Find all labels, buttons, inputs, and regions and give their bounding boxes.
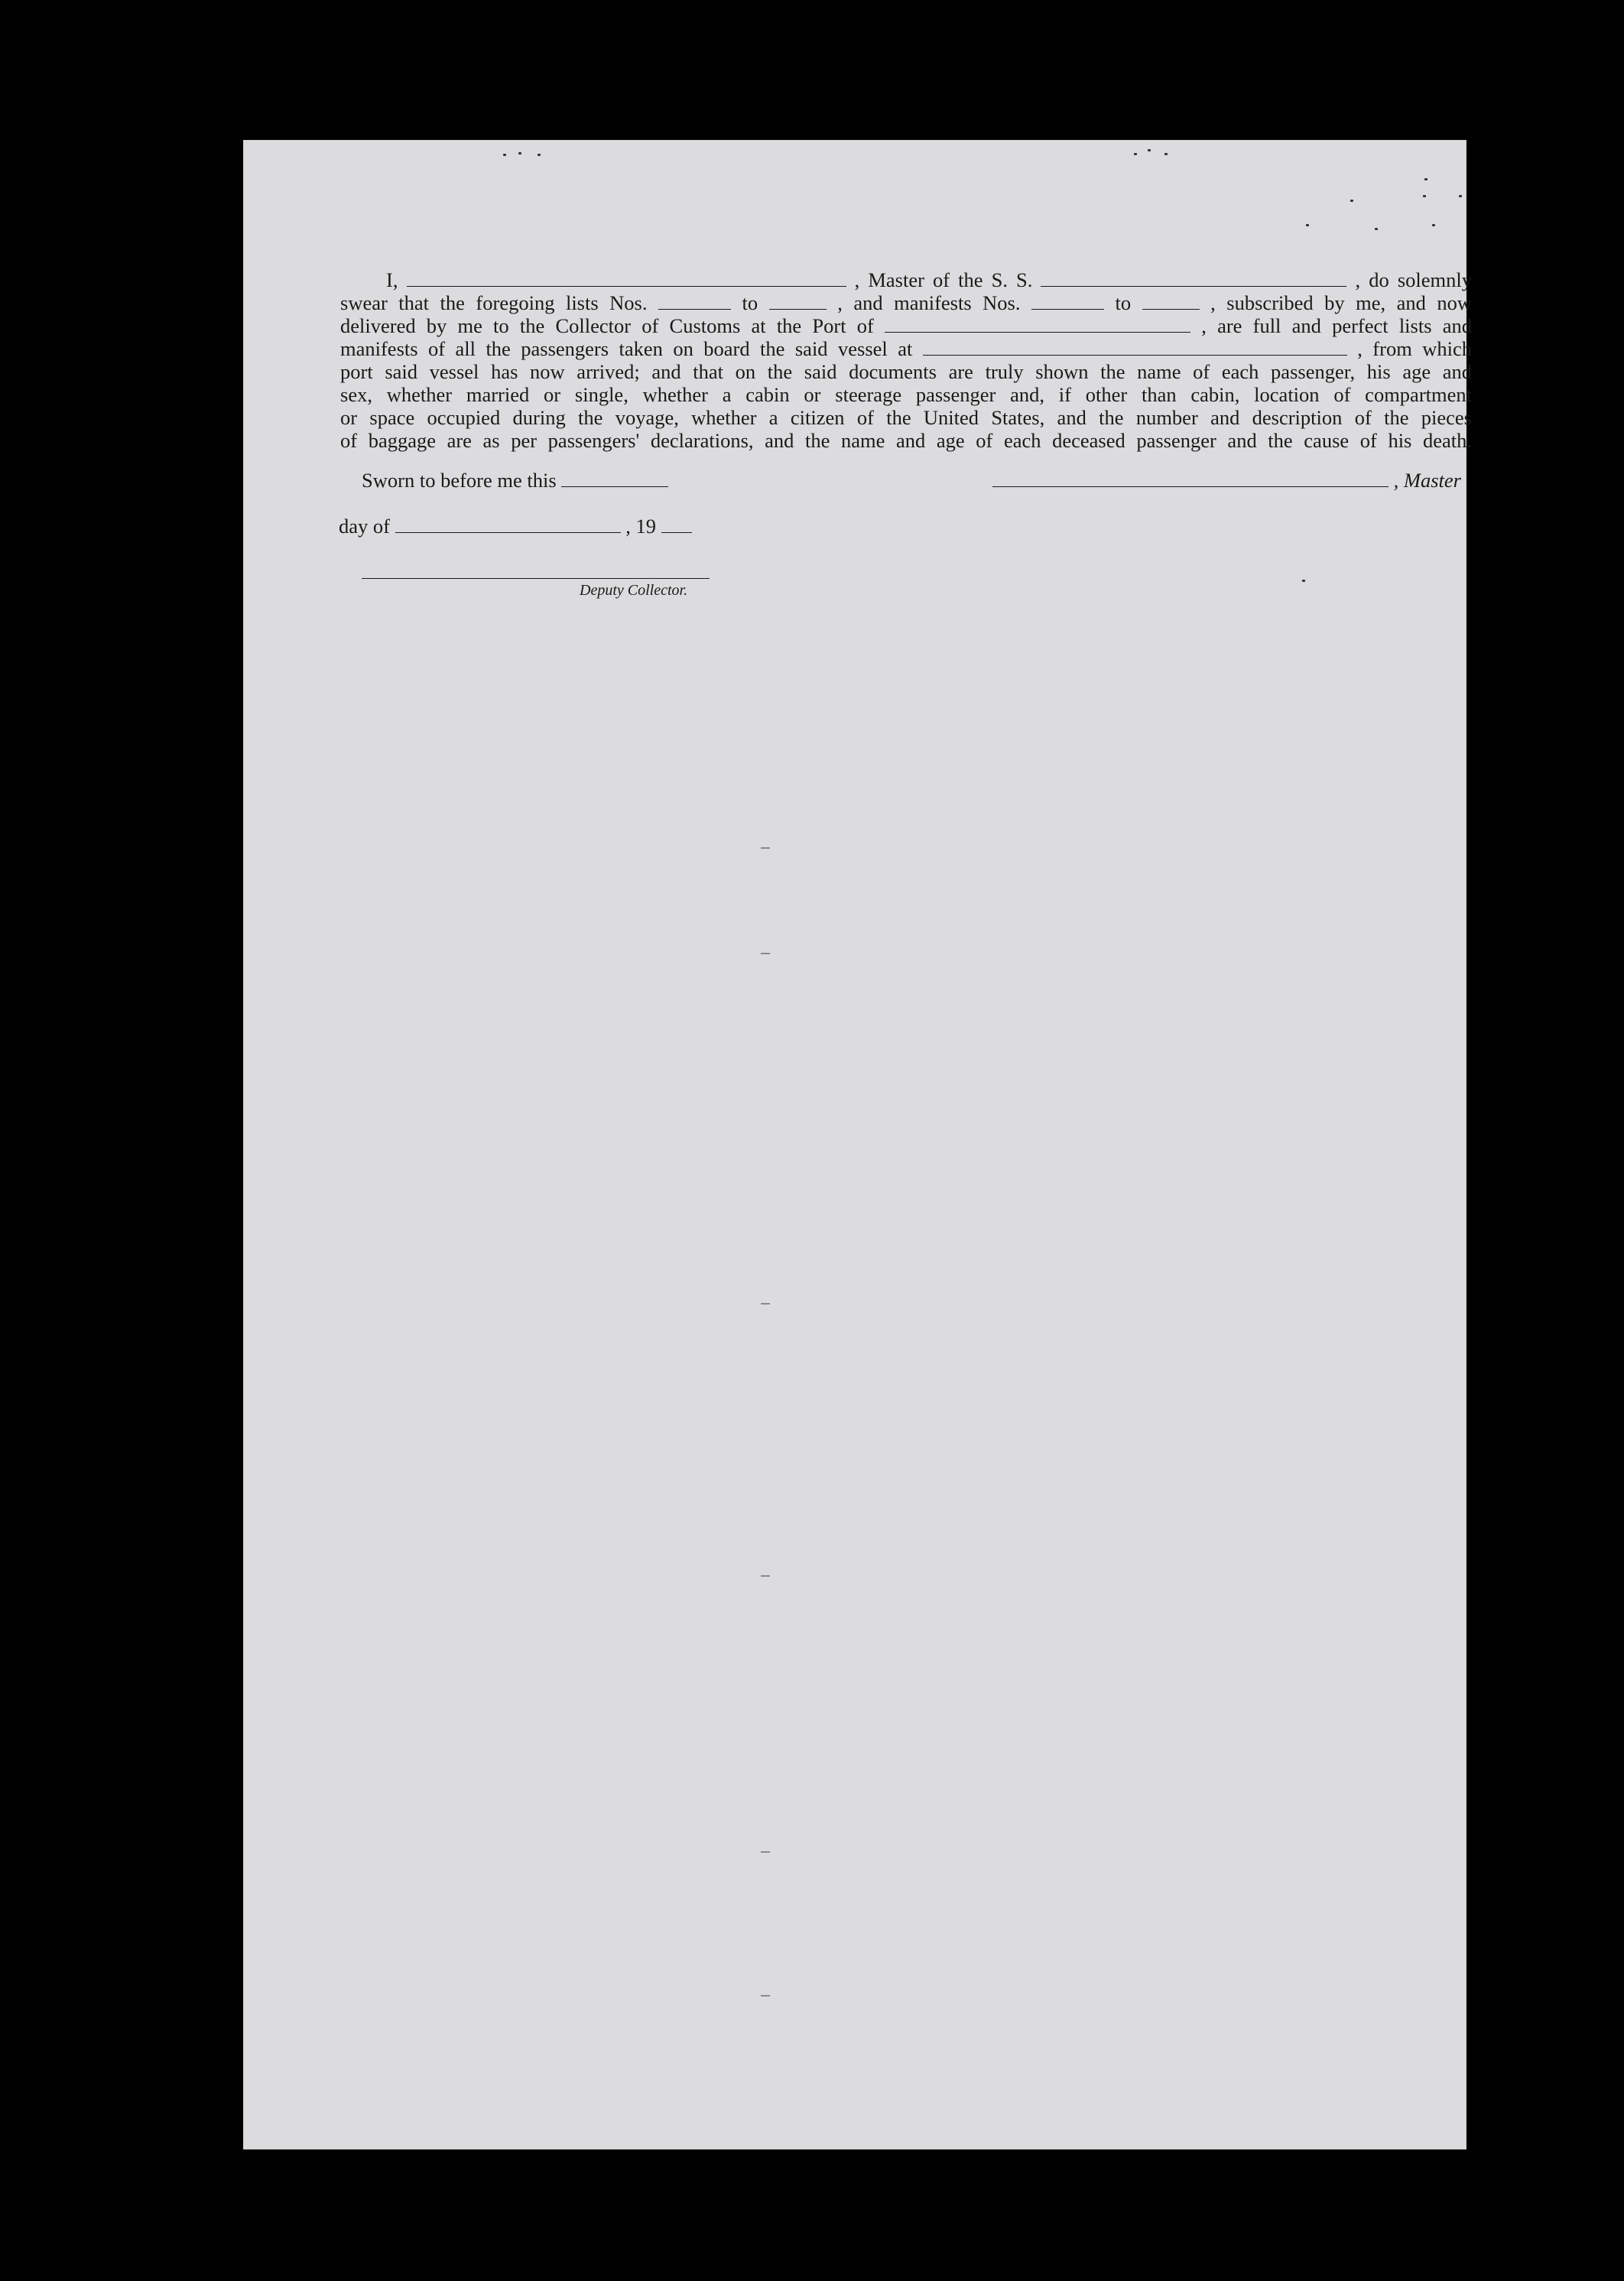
day-of-label: day of bbox=[339, 515, 390, 538]
master-name-blank bbox=[407, 272, 846, 287]
document-page bbox=[243, 140, 1473, 2149]
year-label: , 19 bbox=[625, 515, 656, 538]
punch-hole bbox=[1522, 329, 1558, 366]
deputy-collector-label: Deputy Collector. bbox=[580, 582, 688, 599]
fold-mark bbox=[761, 1995, 770, 1997]
master-label: , Master bbox=[1393, 469, 1461, 492]
speck bbox=[1302, 580, 1305, 582]
oath-text: to bbox=[742, 291, 758, 314]
port-blank bbox=[885, 318, 1190, 333]
departure-port-blank bbox=[923, 341, 1347, 356]
year-blank bbox=[661, 518, 692, 533]
deputy-collector-signature-line bbox=[362, 578, 710, 579]
manifests-from-blank bbox=[1031, 295, 1104, 310]
punch-hole bbox=[1525, 1120, 1562, 1157]
fold-mark bbox=[761, 1303, 770, 1305]
oath-text: , do solemnly bbox=[1355, 268, 1472, 291]
speck bbox=[1375, 228, 1378, 230]
sworn-row bbox=[362, 469, 668, 492]
oath-text: manifests of all the passengers taken on board the said vessel at bbox=[340, 337, 913, 360]
speck bbox=[1432, 224, 1435, 226]
fold-mark bbox=[761, 1575, 770, 1577]
fold-mark bbox=[761, 953, 770, 954]
oath-line-8: of baggage are as per passengers' declarations, and the name and age of each deceased passenger and the cause of his death. bbox=[340, 429, 1472, 452]
speck bbox=[1306, 224, 1309, 226]
oath-text: , from which bbox=[1357, 337, 1473, 360]
sworn-date-blank bbox=[561, 473, 668, 487]
speck bbox=[538, 154, 541, 156]
speck bbox=[1148, 149, 1151, 151]
master-signature-blank bbox=[992, 473, 1389, 487]
oath-line-3 bbox=[340, 314, 1472, 337]
sworn-label: Sworn to before me this bbox=[362, 469, 557, 492]
oath-text: delivered by me to the Collector of Customs at the Port of bbox=[340, 314, 874, 337]
speck bbox=[1350, 200, 1353, 202]
speck bbox=[1134, 153, 1137, 155]
fold-mark bbox=[761, 847, 770, 849]
speck bbox=[1459, 195, 1462, 197]
speck bbox=[1423, 195, 1426, 197]
oath-line-1 bbox=[340, 268, 1472, 291]
oath-paragraph bbox=[340, 268, 1472, 452]
oath-line-2 bbox=[340, 291, 1472, 314]
oath-line-4 bbox=[340, 337, 1472, 360]
day-of-row bbox=[339, 515, 692, 538]
speck bbox=[503, 154, 506, 156]
oath-line-5: port said vessel has now arrived; and that on the said documents are truly shown the name of each passenger, his age and bbox=[340, 360, 1472, 383]
oath-text: , Master of the S. S. bbox=[854, 268, 1033, 291]
oath-text: I, bbox=[386, 268, 398, 291]
speck bbox=[518, 152, 521, 154]
speck bbox=[1164, 153, 1168, 155]
master-signature-row bbox=[992, 469, 1461, 492]
manifests-to-blank bbox=[1142, 295, 1200, 310]
oath-line-6: sex, whether married or single, whether a cabin or steerage passenger and, if other than cabin, location of compartment bbox=[340, 383, 1472, 406]
day-of-blank bbox=[395, 518, 621, 533]
fold-mark bbox=[761, 1851, 770, 1853]
lists-from-blank bbox=[658, 295, 731, 310]
speck bbox=[1424, 178, 1427, 180]
punch-hole bbox=[1525, 1909, 1562, 1946]
lists-to-blank bbox=[769, 295, 827, 310]
oath-text: , are full and perfect lists and bbox=[1201, 314, 1472, 337]
ship-name-blank bbox=[1041, 272, 1346, 287]
oath-text: , subscribed by me, and now bbox=[1210, 291, 1473, 314]
oath-line-7: or space occupied during the voyage, whether a citizen of the United States, and the number and description of the pieces bbox=[340, 406, 1472, 429]
oath-text: to bbox=[1115, 291, 1132, 314]
oath-text: swear that the foregoing lists Nos. bbox=[340, 291, 648, 314]
oath-text: , and manifests Nos. bbox=[837, 291, 1021, 314]
